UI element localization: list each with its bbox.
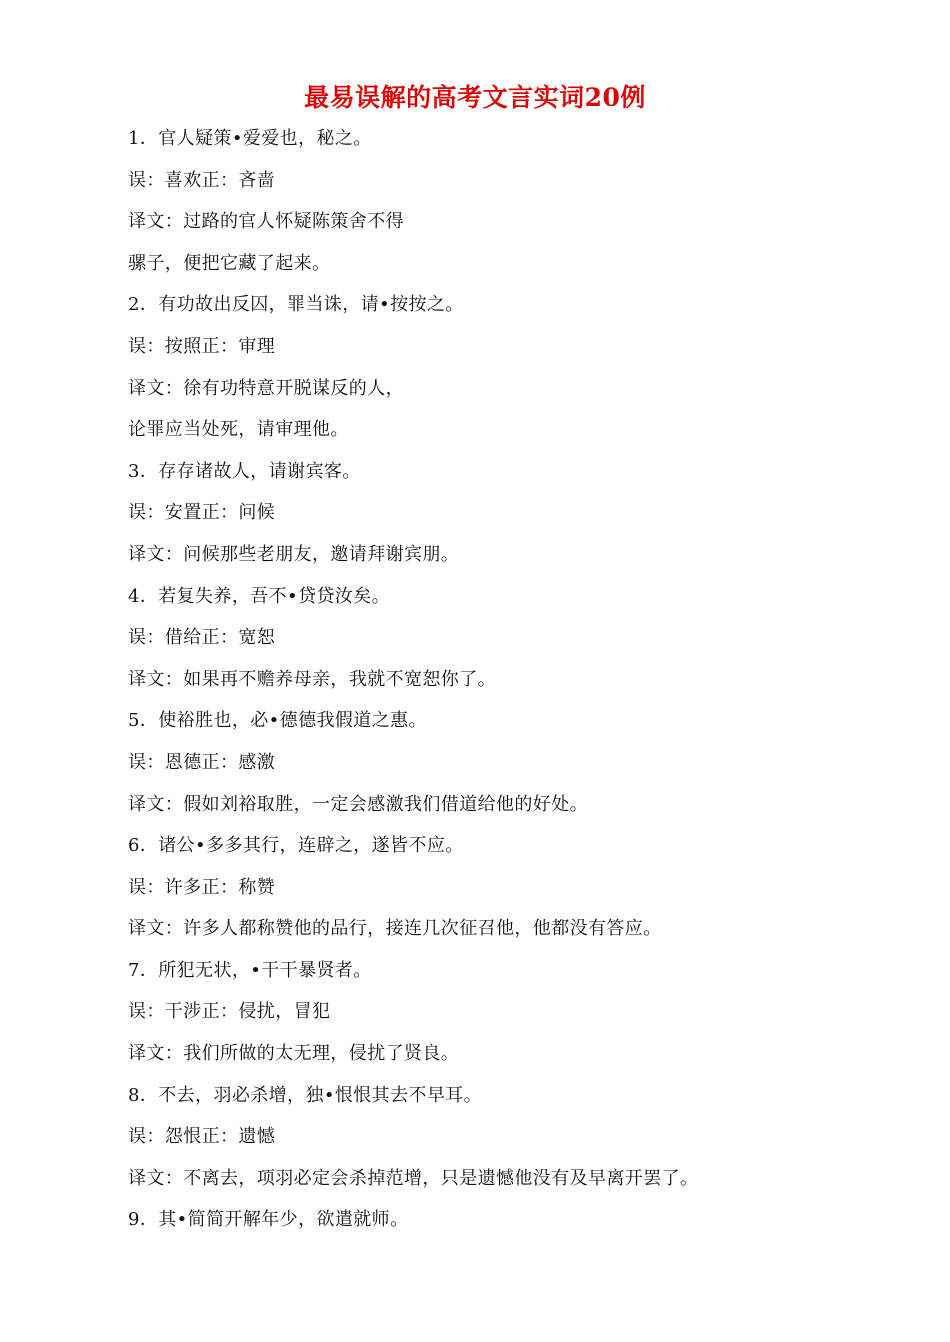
text-line: 误：按照正：审理 [128,335,276,357]
text-line: 9．其•简简开解年少，欲遣就师。 [128,1209,409,1231]
text-line: 译文：如果再不赡养母亲，我就不宽恕你了。 [128,668,496,690]
text-line: 误：怨恨正：遗憾 [128,1126,276,1148]
text-line: 1．官人疑策•爱爱也，秘之。 [128,128,372,149]
text-line: 译文：假如刘裕取胜，一定会感激我们借道给他的好处。 [128,793,588,815]
text-line: 译文：问候那些老朋友，邀请拜谢宾朋。 [128,543,460,565]
text-line: 误：安置正：问候 [128,502,276,524]
text-line: 误：许多正：称赞 [128,876,276,898]
text-line: 骡子，便把它藏了起来。 [128,252,331,274]
text-line: 8．不去，羽必杀增，独•恨恨其去不早耳。 [128,1084,483,1106]
text-line: 误：恩德正：感激 [128,751,276,773]
text-line: 译文：过路的官人怀疑陈策舍不得 [128,211,404,233]
text-line: 6．诸公•多多其行，连辟之，遂皆不应。 [128,835,464,857]
text-line: 论罪应当处死，请审理他。 [128,419,349,441]
text-line: 4．若复失养，吾不•贷贷汝矣。 [128,585,391,607]
text-line: 译文：许多人都称赞他的品行，接连几次征召他，他都没有答应。 [128,918,662,940]
text-line: 译文：不离去，项羽必定会杀掉范增，只是遗憾他没有及早离开罢了。 [128,1167,699,1189]
text-line: 2．有功故出反囚，罪当诛，请•按按之。 [128,294,464,316]
text-line: 3．存存诸故人，请谢宾客。 [128,460,361,482]
text-line: 误：干涉正：侵扰，冒犯 [128,1001,331,1023]
document-body [128,118,888,1241]
text-line: 译文：徐有功特意开脱谋反的人， [128,377,404,399]
text-line: 译文：我们所做的太无理，侵扰了贤良。 [128,1043,460,1065]
text-line: 误：喜欢正：吝啬 [128,169,276,191]
text-line: 7．所犯无状，•干干暴贤者。 [128,959,372,981]
document-title: 最易误解的高考文言实词20例 [304,83,646,112]
text-line: 5．使裕胜也，必•德德我假道之惠。 [128,710,427,732]
text-line: 误：借给正：宽恕 [128,627,276,649]
